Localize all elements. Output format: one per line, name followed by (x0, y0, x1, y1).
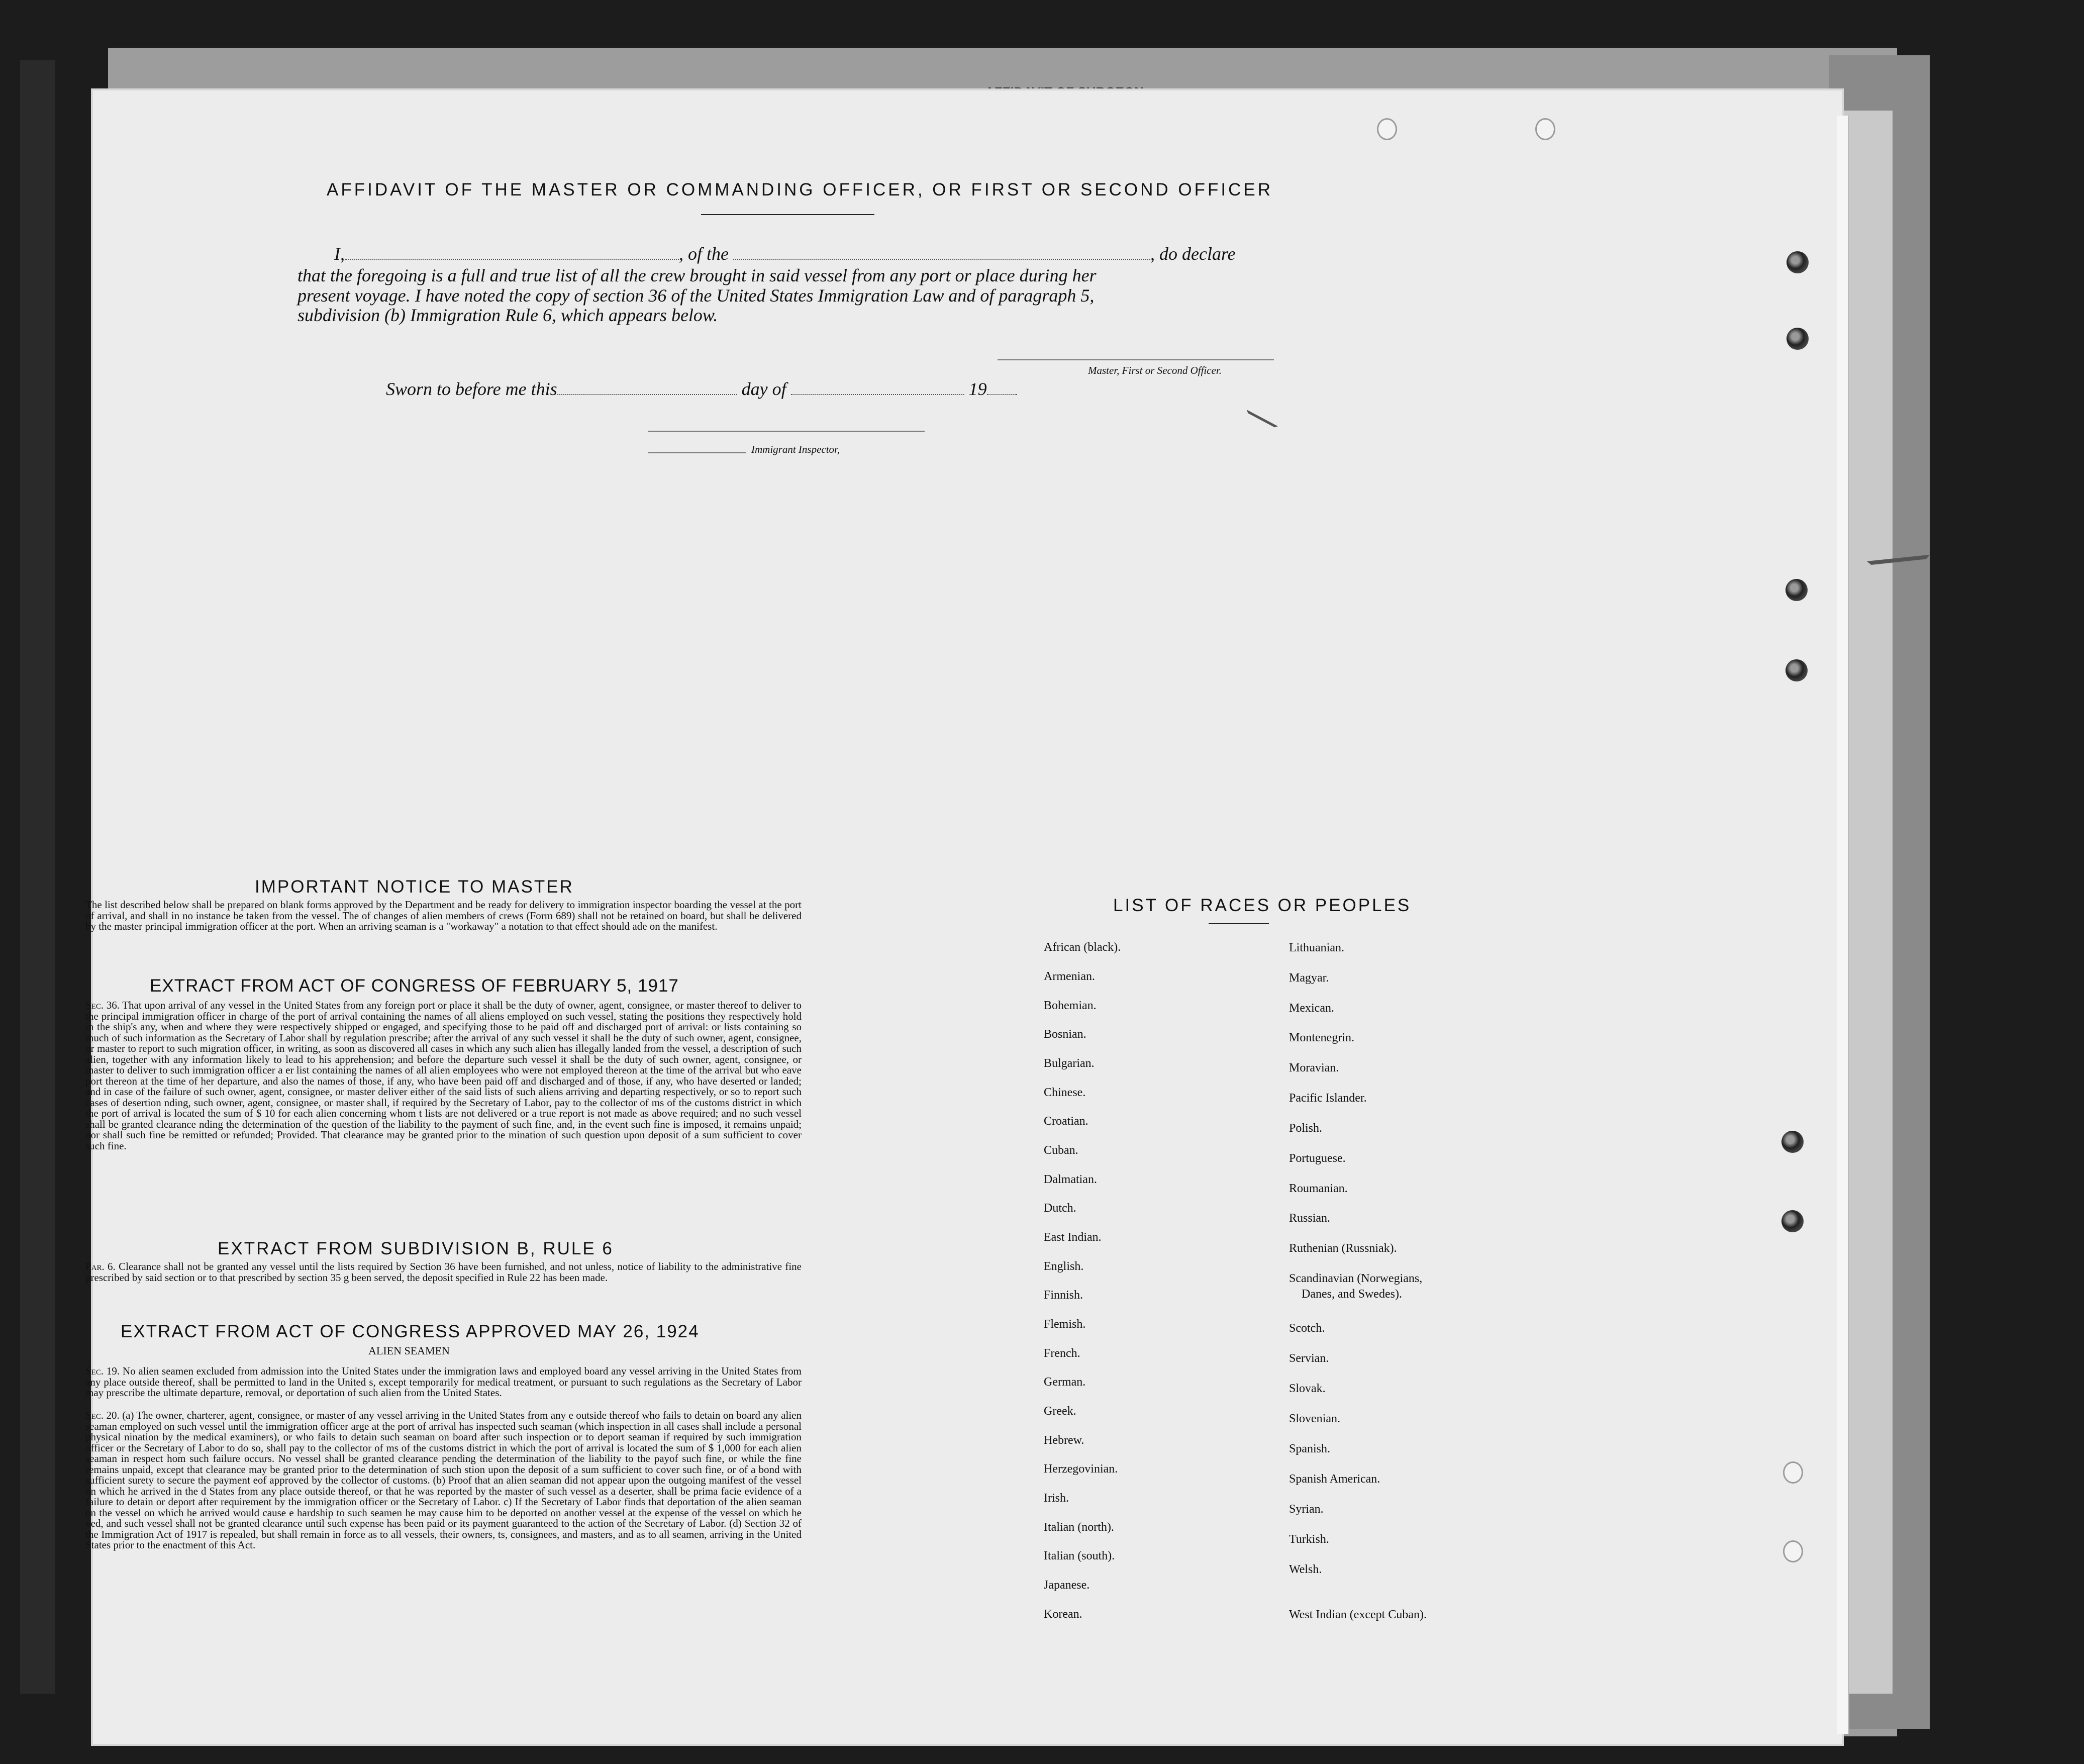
race-item: Armenian. (1044, 970, 1095, 983)
signature-line[interactable] (998, 359, 1274, 360)
race-item: Italian (south). (1044, 1549, 1115, 1562)
race-item: Hebrew. (1044, 1434, 1084, 1447)
race-item: Montenegrin. (1289, 1031, 1354, 1044)
race-item: Flemish. (1044, 1318, 1086, 1331)
race-item: Bosnian. (1044, 1028, 1086, 1041)
punch-hole-icon (1535, 118, 1555, 140)
race-item: Scandinavian (Norwegians, (1289, 1272, 1423, 1285)
section-19-body: No alien seamen excluded from admission into the United States under the immigration laws and employed board any vessel arriving in the United States from any place outside thereof, shall be permitted to land in the United s, except temporarily for medical treatment, or pursuant to such regulations as the Secretary of Labor may prescribe the ultimate departure, removal, or deportation of such alien from the United States. (85, 1366, 802, 1399)
extract-1917-text (85, 1000, 802, 1217)
binder-strip (20, 60, 55, 1694)
race-item: French. (1044, 1347, 1080, 1360)
alien-seamen-subheading: ALIEN SEAMEN (368, 1344, 450, 1357)
race-item: Danes, and Swedes). (1302, 1288, 1402, 1301)
race-item: Turkish. (1289, 1533, 1329, 1546)
extract-1924-heading: EXTRACT FROM ACT OF CONGRESS APPROVED MAY 26, 1924 (121, 1322, 700, 1341)
extract-rule6-text (85, 1261, 802, 1296)
pen-mark (1867, 555, 1935, 615)
declaration-of-the: , of the (679, 244, 729, 264)
race-item: African (black). (1044, 941, 1121, 954)
race-item: Greek. (1044, 1405, 1076, 1418)
section-20-label: Sec. 20. (85, 1410, 120, 1421)
inspector-name-line[interactable] (648, 452, 746, 453)
sworn-prefix: Sworn to before me this (386, 379, 557, 399)
race-item: Cuban. (1044, 1144, 1078, 1157)
race-item: Herzegovinian. (1044, 1462, 1118, 1476)
extract-1917-heading: EXTRACT FROM ACT OF CONGRESS OF FEBRUARY 5, 1917 (150, 976, 679, 996)
punch-hole-icon (1783, 1540, 1803, 1562)
race-item: Pacific Islander. (1289, 1092, 1367, 1105)
paragraph-6-label: Par. 6. (85, 1261, 116, 1272)
declaration-line-1 (334, 245, 1236, 263)
vessel-blank[interactable] (733, 259, 1150, 260)
race-item: East Indian. (1044, 1231, 1102, 1244)
race-item: English. (1044, 1260, 1084, 1273)
race-item: Ruthenian (Russniak). (1289, 1242, 1397, 1255)
race-item: Slovak. (1289, 1382, 1326, 1395)
race-item: Bulgarian. (1044, 1057, 1095, 1070)
rivet-icon (1787, 251, 1809, 273)
rivet-icon (1787, 328, 1809, 350)
races-title-underline (1209, 923, 1269, 924)
section-36-label: Sec. 36. (85, 1000, 120, 1011)
race-item: Lithuanian. (1289, 941, 1344, 954)
name-blank[interactable] (345, 259, 679, 260)
section-36-text: That upon arrival of any vessel in the United States from any foreign port or place it shall be the duty of owner, agent, consignee, or master thereof to deliver to the principal immigration officer in charge of the port of arrival containing the names of all aliens employed on such vessel, stating the positions they respectively hold in the ship's any, when and where they were respectively shipped or engaged, and specifying those to be paid off and discharged port of arrival: or lists containing so much of such information as the Secretary of Labor shall by regulation prescribe; after the arrival of any such vessel it shall be the duty of such owner, agent, consignee, or master to report to such migration officer, in writing, as soon as discovered all cases in which any such alien has illegally landed from the vessel, a description of such alien, together with any information likely to lead to his apprehension; and before the departure such vessel it shall be the duty of such owner, agent, consignee, or master to deliver to such immigration officer a er list containing the names of all alien employees who were not employed thereon at the time of the arrival but who eave port thereon at the time of her departure, and also the names of those, if any, who have been paid off and discharged and of those, if any, who have deserted or landed; and in case of the failure of such owner, agent, consignee, or master deliver either of the said lists of such aliens arriving and departing respectively, or so to report such cases of desertion nding, such owner, agent, consignee, or master shall, if required by the Secretary of Labor, pay to the collector of ms of the customs district in which the port of arrival is located the sum of $ 10 for each alien concerning whom t lists are not delivered or a true report is not made as above required; and no such vessel shall be granted clearance nding the determination of the question of the liability to the payment of such fine, and, in the event such fine is imposed, it remains unpaid; nor shall such fine be remitted or refunded; Provided. That clearance may be granted prior to the mination of such question upon deposit of a sum sufficient to cover such fine. (85, 1000, 802, 1152)
race-item: Roumanian. (1289, 1182, 1348, 1195)
declaration-line-3: present voyage. I have noted the copy of section 36 of the United States Immigration Law and of paragraph 5, (297, 285, 1095, 306)
notice-text: The list described below shall be prepared on blank forms approved by the Department and be ready for delivery to immigration inspector boarding the vessel at the port of arrival, and shall in no instance be taken from the vessel. The of changes of alien members of crews (Form 689) shall not be retained on board, but shall be delivered by the master principal immigration officer at the port. When an arriving seaman is a "workaway" a notation to that effect should ade on the manifest. (85, 900, 802, 932)
race-item: Moravian. (1289, 1061, 1339, 1074)
section-19-text (85, 1366, 802, 1416)
races-title: LIST OF RACES OR PEOPLES (1113, 896, 1412, 915)
race-item: Magyar. (1289, 971, 1329, 985)
paragraph-6-text: Clearance shall not be granted any vessel until the lists required by Section 36 have been furnished, and not unless, notice of liability to the administrative fine prescribed by said section or to that prescribed by section 35 g been served, the deposit specified in Rule 22 has been made. (85, 1261, 802, 1284)
signature-label: Master, First or Second Officer. (1088, 364, 1222, 376)
race-item: Mexican. (1289, 1002, 1334, 1015)
race-item: German. (1044, 1376, 1086, 1389)
race-item: Scotch. (1289, 1322, 1325, 1335)
race-item: Croatian. (1044, 1115, 1088, 1128)
race-item: Italian (north). (1044, 1521, 1114, 1534)
race-item: Spanish. (1289, 1442, 1331, 1455)
race-item: West Indian (except Cuban). (1289, 1608, 1427, 1621)
sworn-year-blank[interactable] (987, 394, 1017, 395)
punch-hole-icon (1377, 118, 1397, 140)
extract-rule6-heading: EXTRACT FROM SUBDIVISION B, RULE 6 (218, 1239, 614, 1258)
affidavit-title: AFFIDAVIT OF THE MASTER OR COMMANDING OFFICER, OR FIRST OR SECOND OFFICER (327, 180, 1273, 200)
race-item: Syrian. (1289, 1503, 1324, 1516)
sworn-month-blank[interactable] (791, 394, 964, 395)
inspector-label: Immigrant Inspector, (751, 443, 840, 455)
race-item: Servian. (1289, 1352, 1329, 1365)
sworn-line (386, 380, 1017, 398)
page-edge (1837, 116, 1849, 1734)
section-20-body: (a) The owner, charterer, agent, consignee, or master of any vessel arriving in the United States from any e outside thereof who fails to detain on board any alien seaman employed on such vessel until the immigration officer arge at the port of arrival has inspected such seaman (which inspection in all cases shall include a personal physical nination by the medical examiners), or who fails to detain such seaman on board after such inspection or to deport seaman if required by such immigration officer or the Secretary of Labor to do so, shall pay to the collector of ms of the customs district in which the port of arrival is located the sum of $ 1,000 for each alien seaman in respect hom such failure occurs. No vessel shall be granted clearance pending the determination of the liability to the payof such fine, or while the fine remains unpaid, except that clearance may be granted prior to the determination of such stion upon the deposit of a sum sufficient to cover such fine, or of a bond with sufficient surety to secure the payment eof approved by the collector of customs. (b) Proof that an alien seaman did not appear upon the outgoing manifest of the vessel on which he arrived in the d States from any place outside thereof, or that he was reported by the master of such vessel as a deserter, shall be prima facie evidence of a failure to detain or deport after requirement by the immigration officer or the Secretary of Labor. c) If the Secretary of Labor finds that deportation of the alien seaman on the vessel on which he arrived would cause e hardship to such seamen he may cause him to be deported on another vessel at the expense of the vessel on which he ved, and such vessel shall not be granted clearance until such expense has been paid or its payment guaranteed to the action of the Secretary of Labor. (d) Section 32 of the Immigration Act of 1917 is repealed, but shall remain in force as to all vessels, their owners, ts, consignees, and masters, and as to all seamen, arriving in the United States prior to the enactment of this Act. (85, 1410, 802, 1551)
sworn-year-prefix: 19 (968, 379, 987, 399)
rivet-icon (1781, 1210, 1804, 1232)
section-19-label: Sec. 19. (85, 1366, 120, 1377)
race-item: Irish. (1044, 1492, 1069, 1505)
rivet-icon (1785, 579, 1808, 601)
race-item: Finnish. (1044, 1289, 1083, 1302)
race-item: Dalmatian. (1044, 1173, 1097, 1186)
declaration-do-declare: , do declare (1150, 244, 1236, 264)
rivet-icon (1781, 1131, 1804, 1153)
sworn-day-blank[interactable] (557, 394, 737, 395)
race-item: Slovenian. (1289, 1412, 1340, 1425)
notice-heading: IMPORTANT NOTICE TO MASTER (255, 877, 574, 897)
section-20-text (85, 1410, 802, 1661)
punch-hole-icon (1783, 1461, 1803, 1484)
race-item: Portuguese. (1289, 1152, 1346, 1165)
race-item: Chinese. (1044, 1086, 1086, 1099)
declaration-line-2: that the foregoing is a full and true list of all the crew brought in said vessel from any port or place during her (297, 265, 1097, 285)
race-item: Welsh. (1289, 1563, 1322, 1576)
race-item: Russian. (1289, 1212, 1331, 1225)
title-underline (701, 214, 874, 215)
race-item: Japanese. (1044, 1579, 1090, 1592)
rivet-icon (1785, 659, 1808, 681)
race-item: Korean. (1044, 1608, 1082, 1621)
declaration-line-4: subdivision (b) Immigration Rule 6, which appears below. (297, 305, 718, 325)
sworn-day-of: day of (741, 379, 786, 399)
race-item: Spanish American. (1289, 1473, 1380, 1486)
race-item: Bohemian. (1044, 999, 1097, 1012)
declaration-pronoun: I, (334, 244, 345, 264)
inspector-signature-line[interactable] (648, 431, 925, 432)
race-item: Dutch. (1044, 1202, 1076, 1215)
race-item: Polish. (1289, 1122, 1323, 1135)
